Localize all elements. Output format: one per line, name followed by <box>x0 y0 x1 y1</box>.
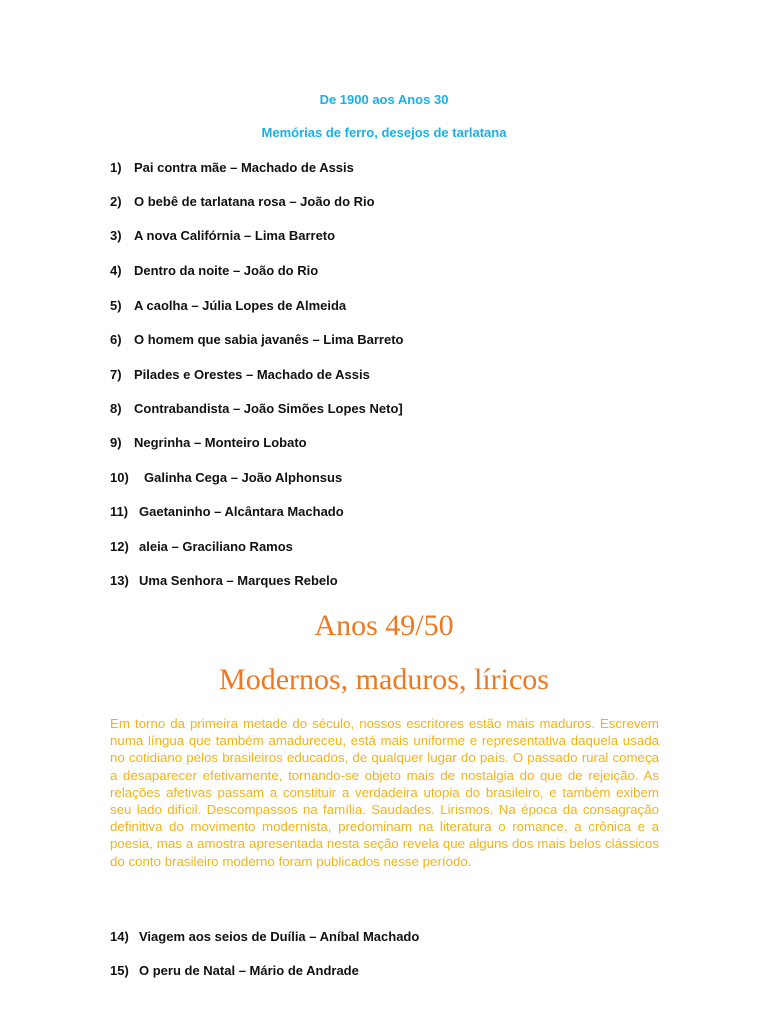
list-item <box>110 263 318 278</box>
item-number: 5) <box>110 298 122 313</box>
list-item <box>110 470 342 485</box>
list-item <box>110 963 359 978</box>
list-item <box>110 573 338 588</box>
item-text: Negrinha – Monteiro Lobato <box>134 435 307 450</box>
section1-subheading: Memórias de ferro, desejos de tarlatana <box>261 125 507 140</box>
item-number: 7) <box>110 367 122 382</box>
section1-heading: De 1900 aos Anos 30 <box>319 92 449 107</box>
section2-subheading: Modernos, maduros, líricos <box>219 663 549 696</box>
list-item <box>110 228 335 243</box>
list-item <box>110 539 293 554</box>
item-number: 11) <box>110 504 129 519</box>
item-text: Dentro da noite – João do Rio <box>134 263 319 278</box>
item-number: 8) <box>110 401 122 416</box>
item-text: Pilades e Orestes – Machado de Assis <box>134 367 370 382</box>
item-number: 9) <box>110 435 122 450</box>
item-text: Uma Senhora – Marques Rebelo <box>139 573 338 588</box>
item-text: Viagem aos seios de Duília – Aníbal Machado <box>139 929 420 944</box>
item-number: 1) <box>110 160 122 175</box>
item-number: 10) <box>110 470 129 485</box>
list-item <box>110 332 404 347</box>
item-number: 14) <box>110 929 129 944</box>
item-number: 2) <box>110 194 122 209</box>
list-item <box>110 298 346 313</box>
item-text: Pai contra mãe – Machado de Assis <box>134 160 354 175</box>
item-text: aleia – Graciliano Ramos <box>139 539 293 554</box>
section2-heading: Anos 49/50 <box>314 609 454 642</box>
item-number: 15) <box>110 963 129 978</box>
item-text: O homem que sabia javanês – Lima Barreto <box>134 332 404 347</box>
item-text: O bebê de tarlatana rosa – João do Rio <box>134 194 375 209</box>
item-number: 3) <box>110 228 122 243</box>
list-item <box>110 194 375 209</box>
list-item <box>110 160 354 175</box>
list-item <box>110 435 307 450</box>
item-number: 4) <box>110 263 122 278</box>
section2-intro-paragraph: Em torno da primeira metade do século, nossos escritores estão mais maduros. Escrevem numa língua que também amadureceu, está mais uniforme e representativa daquela usada no cotidiano pelos brasileiros educados, de qualquer lugar do país. O passado rural começa a desaparecer efetivamente, tornando-se objeto mais de nostalgia do que de rejeição. As relações afetivas passam a constituir a verdadeira utopia do brasileiro, e também exibem seu lado difícil. Descompassos na família. Saudades. Lirismos. Na época da consagração definitiva do movimento modernista, predominam na literatura o romance, a crônica e a poesia, mas a amostra apresentada nesta seção revela que alguns dos mais belos clássicos do conto brasileiro moderno foram publicados nesse período. <box>110 716 659 869</box>
list-item <box>110 504 344 519</box>
item-text: A nova Califórnia – Lima Barreto <box>134 228 336 243</box>
item-text: A caolha – Júlia Lopes de Almeida <box>134 298 347 313</box>
item-number: 13) <box>110 573 129 588</box>
item-text: O peru de Natal – Mário de Andrade <box>139 963 359 978</box>
item-text: Contrabandista – João Simões Lopes Neto] <box>134 401 403 416</box>
item-number: 12) <box>110 539 129 554</box>
list-item <box>110 367 370 382</box>
list-item <box>110 401 403 416</box>
item-text: Galinha Cega – João Alphonsus <box>144 470 343 485</box>
item-number: 6) <box>110 332 122 347</box>
item-text: Gaetaninho – Alcântara Machado <box>139 504 344 519</box>
list-item <box>110 929 419 944</box>
